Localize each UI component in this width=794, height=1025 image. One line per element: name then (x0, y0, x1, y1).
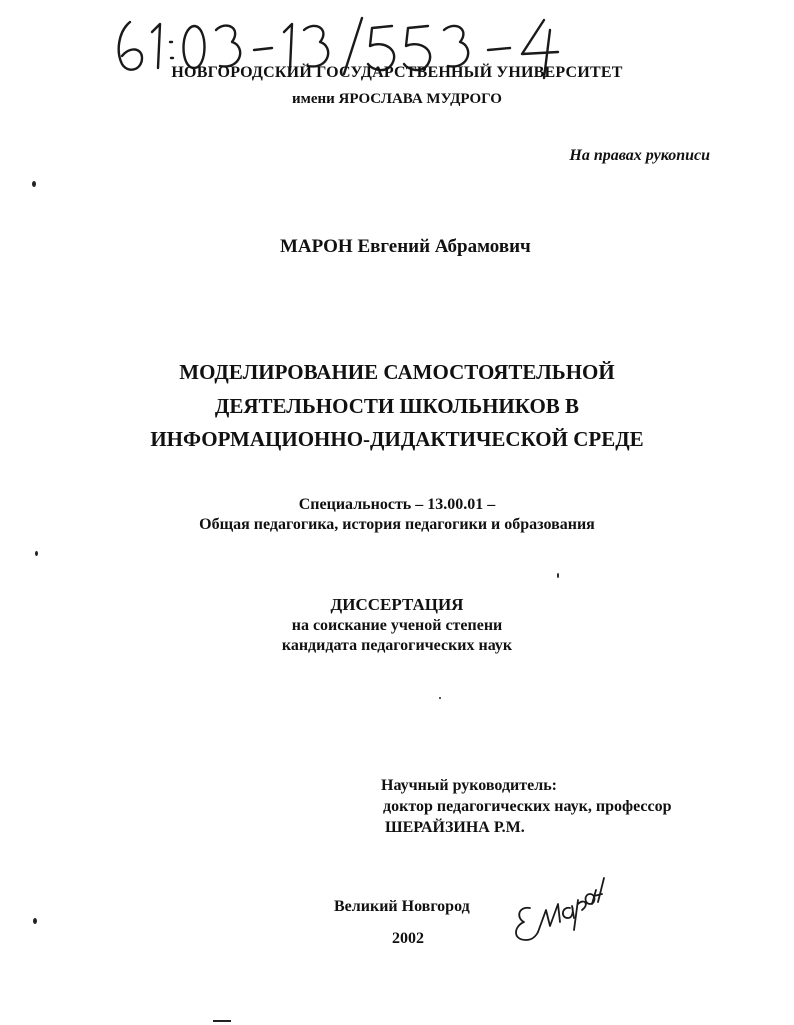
dissertation-title-line-3: ИНФОРМАЦИОННО-ДИДАКТИЧЕСКОЙ СРЕДЕ (150, 427, 644, 451)
author-name: МАРОН Евгений Абрамович (280, 236, 531, 257)
scan-speck (33, 918, 37, 924)
supervisor-degree: доктор педагогических наук, профессор (383, 798, 672, 815)
dissertation-title-line-1: МОДЕЛИРОВАНИЕ САМОСТОЯТЕЛЬНОЙ (179, 360, 615, 384)
year: 2002 (392, 930, 424, 947)
author-signature (508, 860, 608, 950)
dissertation-title-line-2: ДЕЯТЕЛЬНОСТИ ШКОЛЬНИКОВ В (214, 394, 580, 418)
scan-speck (439, 697, 441, 699)
rights-note: На правах рукописи (569, 147, 710, 164)
scan-speck (557, 573, 559, 578)
specialty-code: Специальность – 13.00.01 – (298, 496, 496, 513)
supervisor-label: Научный руководитель: (381, 777, 557, 794)
degree-purpose: на соискание ученой степени (291, 617, 503, 634)
scan-speck (35, 551, 38, 556)
university-subtitle: имени ЯРОСЛАВА МУДРОГО (292, 91, 502, 107)
specialty-name: Общая педагогика, история педагогики и образования (199, 516, 595, 533)
university-name: НОВГОРОДСКИЙ ГОСУДАРСТВЕННЫЙ УНИВЕРСИТЕТ (171, 64, 623, 81)
supervisor-name: ШЕРАЙЗИНА Р.М. (385, 819, 525, 836)
scan-speck (32, 181, 36, 187)
scan-speck (213, 1020, 231, 1022)
document-type: ДИССЕРТАЦИЯ (330, 595, 464, 614)
city: Великий Новгород (334, 898, 470, 915)
degree-name: кандидата педагогических наук (281, 637, 513, 654)
